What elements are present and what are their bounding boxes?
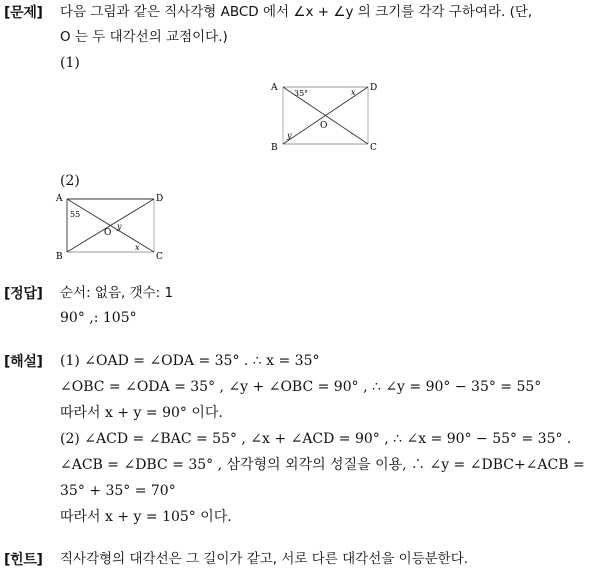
fig2-angle-label: 55	[70, 210, 81, 219]
fig1-x-label: x	[351, 88, 356, 97]
fig2-point-b: B	[56, 252, 63, 262]
fig2-point-o: O	[104, 228, 112, 238]
fig2-x-label: x	[135, 243, 140, 252]
fig1-angle-label: 35°	[294, 89, 309, 98]
problem-text-line-2: O 는 두 대각선의 교점이다.)	[60, 29, 228, 45]
figure-1-diagram	[266, 78, 386, 154]
solution-line-2: ∠OBC = ∠ODA = 35° , ∠y + ∠OBC = 90° , ∴ ∠y = 90° − 35° = 55°	[60, 379, 542, 395]
answer-label: [정답]	[4, 286, 43, 302]
fig2-point-c: C	[156, 252, 163, 262]
figure-2-diagram	[54, 190, 172, 262]
fig1-point-d: D	[370, 83, 378, 93]
solution-line-7: 따라서 x + y = 105° 이다.	[60, 509, 232, 525]
fig1-point-b: B	[271, 143, 278, 153]
fig2-point-d: D	[156, 194, 164, 204]
fig2-y-label: y	[117, 222, 122, 231]
answer-line-2: 90° ,: 105°	[60, 310, 137, 326]
fig1-point-a: A	[271, 83, 278, 93]
fig1-y-label: y	[287, 131, 292, 140]
solution-label: [해설]	[4, 354, 43, 370]
solution-line-5: ∠ACB = ∠DBC = 35° , 삼각형의 외각의 성질을 이용, ∴ ∠y = ∠DBC+∠ACB =	[60, 457, 585, 473]
hint-label: [힌트]	[4, 552, 43, 568]
solution-line-4: (2) ∠ACD = ∠BAC = 55° , ∠x + ∠ACD = 90° , ∴ ∠x = 90° − 55° = 35° .	[60, 431, 572, 447]
solution-line-3: 따라서 x + y = 90° 이다.	[60, 405, 223, 421]
hint-text: 직사각형의 대각선은 그 길이가 같고, 서로 다른 대각선을 이등분한다.	[60, 551, 469, 567]
fig1-point-c: C	[370, 143, 377, 153]
fig1-point-o: O	[320, 121, 328, 131]
fig2-point-a: A	[56, 194, 63, 204]
sub-problem-1-label: (1)	[60, 55, 80, 71]
solution-line-6: 35° + 35° = 70°	[60, 483, 176, 499]
solution-line-1: (1) ∠OAD = ∠ODA = 35° . ∴ x = 35°	[60, 353, 320, 369]
problem-text-line-1: 다음 그림과 같은 직사각형 ABCD 에서 ∠x + ∠y 의 크기를 각각 구하여라. (단,	[60, 4, 533, 20]
answer-line-1: 순서: 없음, 갯수: 1	[60, 285, 174, 301]
problem-label: [문제]	[4, 5, 43, 21]
sub-problem-2-label: (2)	[60, 173, 80, 189]
